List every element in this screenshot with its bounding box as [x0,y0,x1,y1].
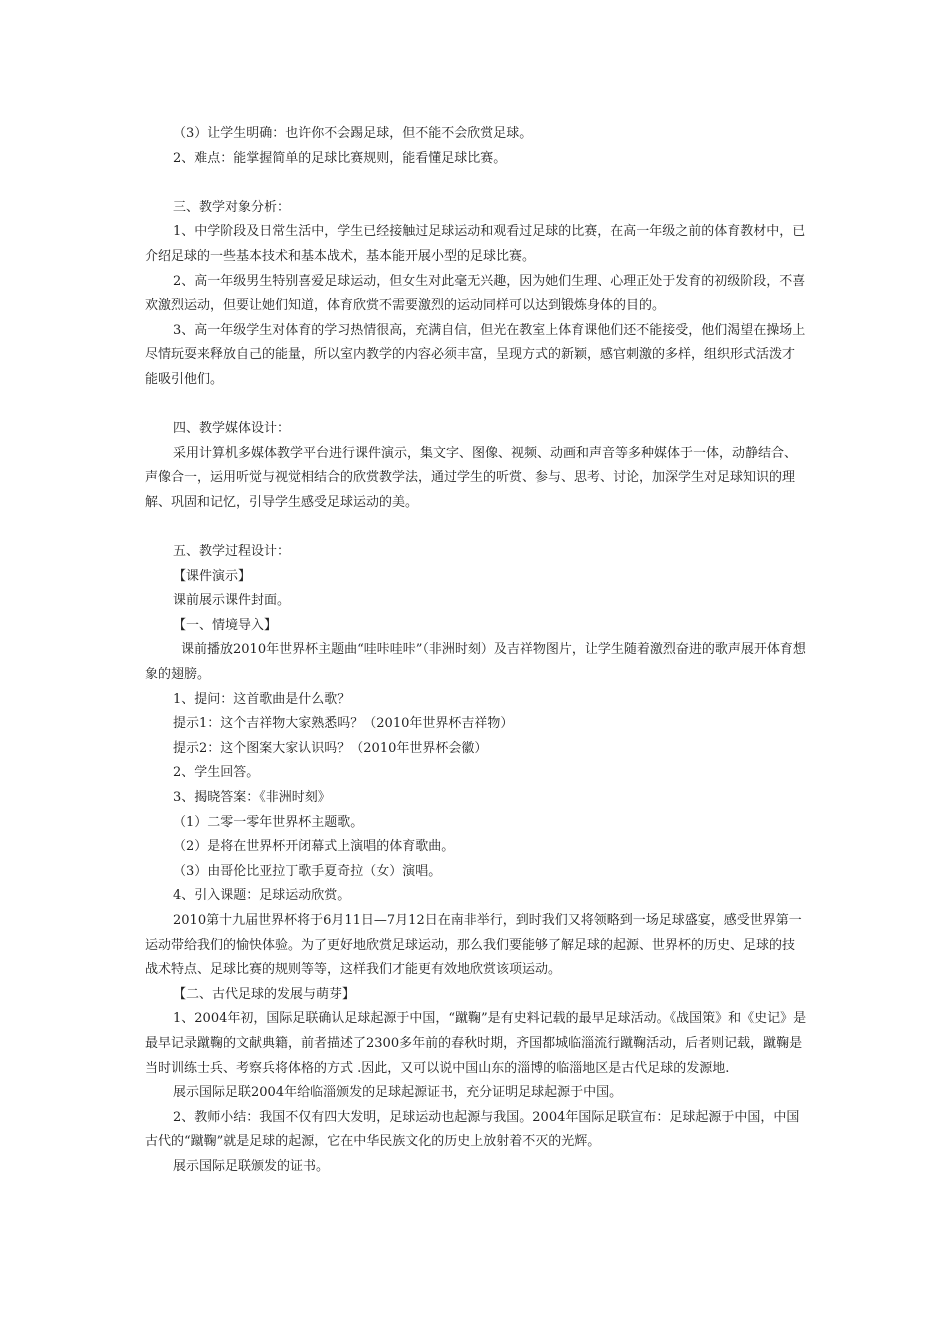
part-1-line: 3、揭晓答案：《非洲时刻》 [173,790,331,806]
part-2-title: 【二、古代足球的发展与萌芽】 [173,986,356,1002]
spacer [145,393,807,418]
section-3-title: 三、教学对象分析： [173,199,291,215]
objective-3: （3）让学生明确：也许你不会踢足球，但不能不会欣赏足球。 [173,126,533,141]
part-1-line: 4、引入课题：足球运动欣赏。 [173,888,351,904]
courseware-text: 课前展示课件封面。 [173,593,291,609]
part-1-line: 提示1：这个吉祥物大家熟悉吗？（2010年世界杯吉祥物） [173,716,514,732]
part-1-line: 2、学生回答。 [173,765,260,781]
part-1-line: （1）二零一零年世界杯主题歌。 [173,814,364,830]
part-1-line: （2）是将在世界杯开闭幕式上演唱的体育歌曲。 [173,839,455,855]
section-3-item-1: 1、中学阶段及日常生活中，学生已经接触过足球运动和观看过足球的比赛，在高一年级之前的体育教材中，已介绍足球的一些基本技术和基本战术，基本能开展小型的足球比赛。 [145,224,806,264]
section-3-item-2: 2、高一年级男生特别喜爱足球运动，但女生对此毫无兴趣，因为她们生理、心理正处于发育的初级阶段，不喜欢激烈运动，但要让她们知道，体育欣赏不需要激烈的运动同样可以达到锻炼身体的目的。 [145,273,806,314]
section-3-item-3: 3、高一年级学生对体育的学习热情很高，充满自信，但光在教室上体育课他们还不能接受，他们渴望在操场上尽情玩耍来释放自己的能量，所以室内教学的内容必须丰富，呈现方式的新颖，感官刺激的多样，组织形式活泼才能吸引他们。 [145,322,806,387]
difficulty-point: 2、难点：能掌握简单的足球比赛规则，能看懂足球比赛。 [173,150,507,166]
part-1-line: （3）由哥伦比亚拉丁歌手夏奇拉（女）演唱。 [173,863,442,879]
spacer [145,516,807,541]
section-4-title: 四、教学媒体设计： [173,421,291,437]
part-1-title: 【一、情境导入】 [173,617,278,633]
part-1-line: 提示2：这个图案大家认识吗？（2010年世界杯会徽） [173,740,488,756]
part-2-paragraph-2: 展示国际足联2004年给临淄颁发的足球起源证书，充分证明足球起源于中国。 [173,1085,623,1101]
document-body [145,122,807,1180]
spacer [145,171,807,196]
part-2-paragraph-3: 2、教师小结：我国不仅有四大发明，足球运动也起源与我国。2004年国际足联宣布：足球起源于中国，中国古代的“蹴鞠”就是足球的起源，它在中华民族文化的历史上放射着不灭的光辉。 [145,1109,800,1150]
section-5-title: 五、教学过程设计： [173,544,291,560]
part-1-intro: 课前播放2010年世界杯主题曲“哇咔哇咔”（非洲时刻）及吉祥物图片，让学生随着激烈奋进的歌声展开体育想象的翅膀。 [145,642,806,683]
part-2-paragraph-4: 展示国际足联颁发的证书。 [173,1158,330,1174]
courseware-label: 【课件演示】 [173,568,252,584]
part-1-line: 1、提问：这首歌曲是什么歌？ [173,691,351,707]
part-1-closing: 2010第十九届世界杯将于6月11日—7月12日在南非举行，到时我们又将领略到一场足球盛宴，感受世界第一运动带给我们的愉快体验。为了更好地欣赏足球运动，那么我们要能够了解足球的起源、世界杯的历史、足球的技战术特点、足球比赛的规则等等，这样我们才能更有效地欣赏该项运动。 [145,913,802,978]
part-2-paragraph-1: 1、2004年初，国际足联确认足球起源于中国，“蹴鞠”是有史料记载的最早足球活动。《战国策》和《史记》是最早记录蹴鞠的文献典籍，前者描述了2300多年前的春秋时期，齐国都城临淄流行蹴鞠活动，后者则记载，蹴鞠是当时训练士兵、考察兵将体格的方式 .因此，又可以说中国山东的淄博的临淄地区是古代足球的发源地. [145,1011,807,1076]
section-4-body: 采用计算机多媒体教学平台进行课件演示，集文字、图像、视频、动画和声音等多种媒体于一体，动静结合、声像合一，运用听觉与视觉相结合的欣赏教学法，通过学生的听赏、参与、思考、讨论，加深学生对足球知识的理解、巩固和记忆，引导学生感受足球运动的美。 [145,445,798,510]
